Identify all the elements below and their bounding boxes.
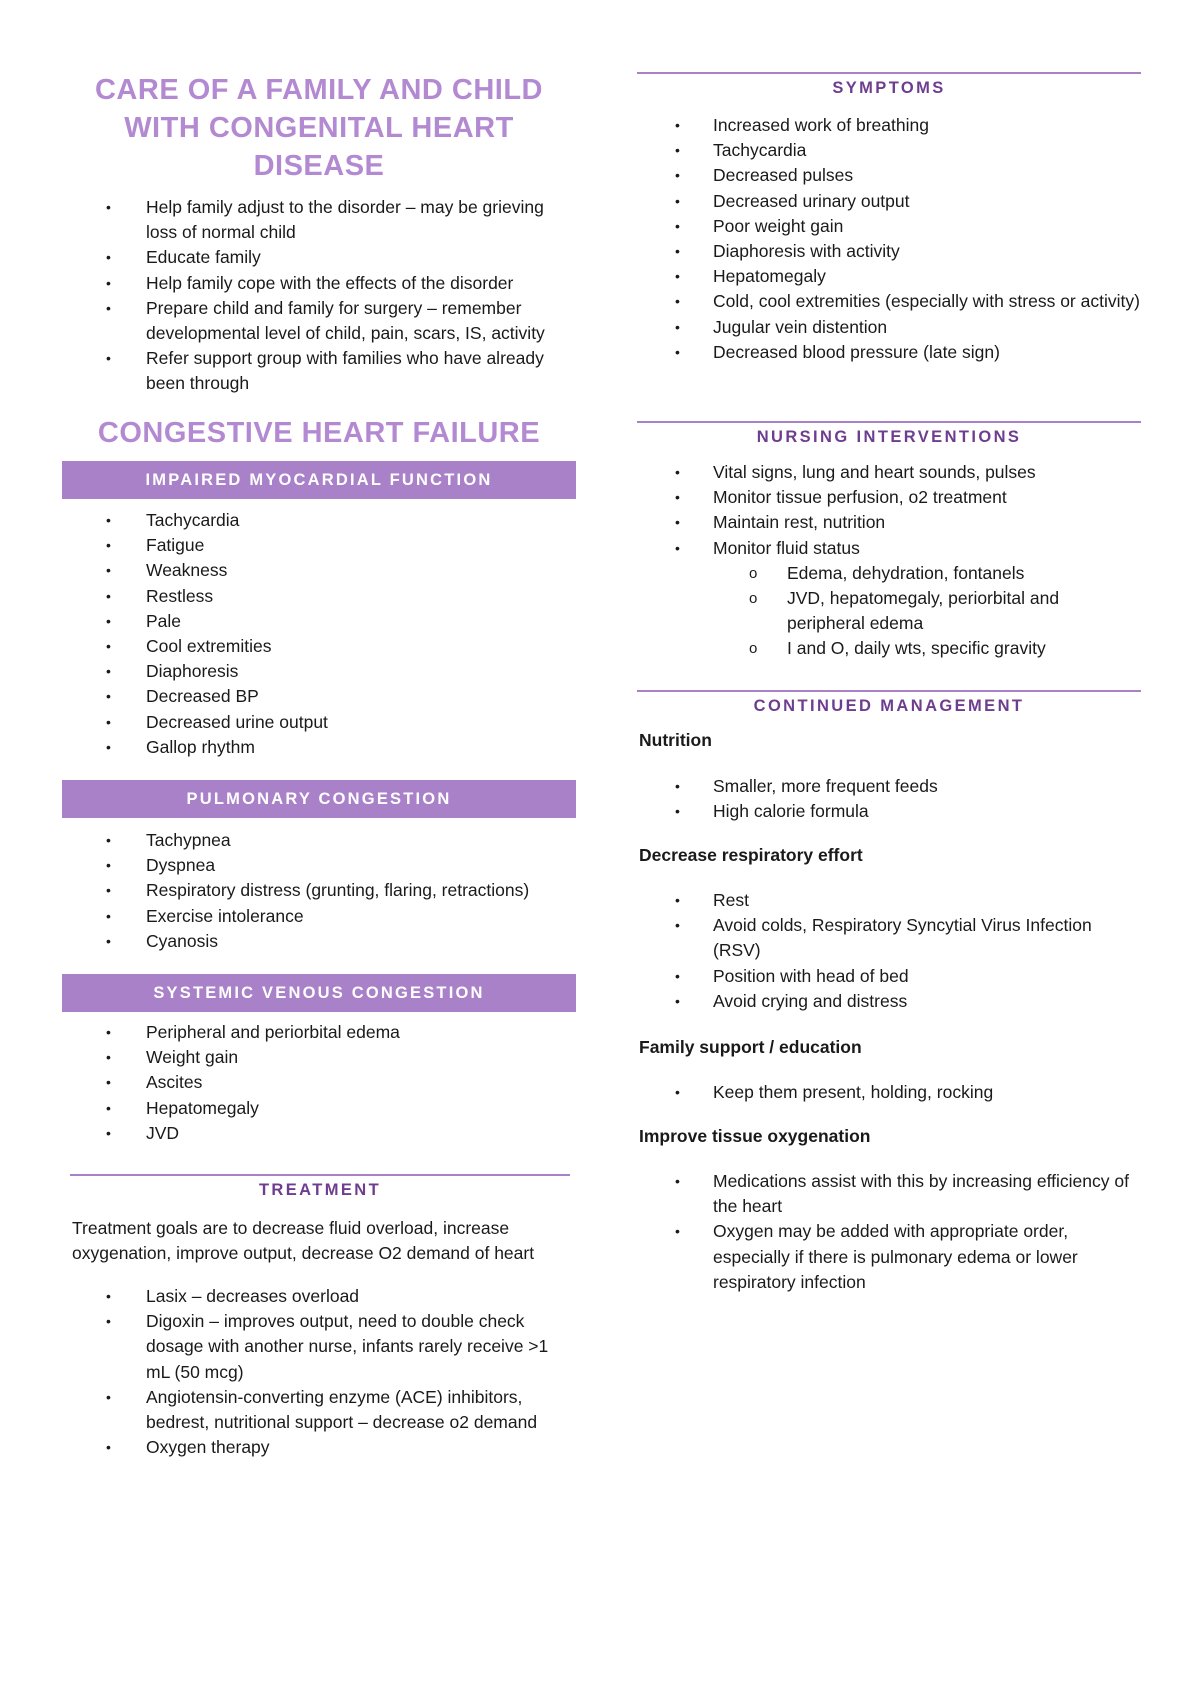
- systemic-list-block: [62, 1020, 576, 1146]
- list-item: • Monitor tissue perfusion, o2 treatment: [637, 485, 1141, 510]
- treatment-list-block: [62, 1284, 576, 1460]
- interventions-list: [637, 460, 1141, 561]
- list-item: • Refer support group with families who have already been through: [62, 346, 576, 396]
- list-item: • Tachycardia: [62, 508, 576, 533]
- subheading-respiratory: Decrease respiratory effort: [639, 845, 863, 865]
- list-item: • Hepatomegaly: [637, 264, 1141, 289]
- section-title-chf: CONGESTIVE HEART FAILURE: [97, 417, 541, 449]
- heading-symptoms: SYMPTOMS: [637, 72, 1141, 98]
- list-item: • Hepatomegaly: [62, 1096, 576, 1121]
- list-item: • Decreased urine output: [62, 710, 576, 735]
- list-item: • Avoid crying and distress: [637, 989, 1141, 1014]
- list-item: • Decreased urinary output: [637, 189, 1141, 214]
- subheading-family-support: Family support / education: [639, 1037, 862, 1057]
- list-item: • Restless: [62, 584, 576, 609]
- heading-impaired-myocardial: IMPAIRED MYOCARDIAL FUNCTION: [62, 461, 576, 499]
- symptoms-list-block: [637, 113, 1141, 365]
- list-item: • Pale: [62, 609, 576, 634]
- list-item: • Avoid colds, Respiratory Syncytial Virus Infection (RSV): [637, 913, 1141, 963]
- list-item: • Exercise intolerance: [62, 904, 576, 929]
- list-item: • Diaphoresis: [62, 659, 576, 684]
- heading-nursing-interventions: NURSING INTERVENTIONS: [637, 421, 1141, 447]
- symptoms-list: [637, 113, 1141, 365]
- list-item: • Respiratory distress (grunting, flaring, retractions): [62, 878, 576, 903]
- list-item: • Jugular vein distention: [637, 315, 1141, 340]
- list-item: • Tachypnea: [62, 828, 576, 853]
- heading-treatment: TREATMENT: [70, 1174, 570, 1200]
- list-item: • Increased work of breathing: [637, 113, 1141, 138]
- family-list-block: [637, 1080, 1141, 1105]
- pulmonary-list: [62, 828, 576, 954]
- oxygenation-list-block: [637, 1169, 1141, 1295]
- pulmonary-list-block: [62, 828, 576, 954]
- list-item: • Oxygen may be added with appropriate order, especially if there is pulmonary edema or lower respiratory infection: [637, 1219, 1141, 1295]
- list-item: • Weakness: [62, 558, 576, 583]
- list-item: • Digoxin – improves output, need to double check dosage with another nurse, infants rarely receive >1 mL (50 mcg): [62, 1309, 576, 1385]
- treatment-list: [62, 1284, 576, 1460]
- list-item: • Cool extremities: [62, 634, 576, 659]
- list-item: • Help family cope with the effects of the disorder: [62, 271, 576, 296]
- list-item: • Rest: [637, 888, 1141, 913]
- interventions-list-block: [637, 460, 1141, 662]
- family-list: [637, 1080, 1141, 1105]
- list-item: • Smaller, more frequent feeds: [637, 774, 1141, 799]
- respiratory-list-block: [637, 888, 1141, 1014]
- list-item: • Poor weight gain: [637, 214, 1141, 239]
- sub-list-item: o Edema, dehydration, fontanels: [637, 561, 1141, 586]
- subheading-nutrition: Nutrition: [639, 730, 712, 750]
- list-item: • JVD: [62, 1121, 576, 1146]
- list-item: • Cyanosis: [62, 929, 576, 954]
- list-item: • Peripheral and periorbital edema: [62, 1020, 576, 1045]
- list-item: • Monitor fluid status: [637, 536, 1141, 561]
- oxygenation-list: [637, 1169, 1141, 1295]
- list-item: • Maintain rest, nutrition: [637, 510, 1141, 535]
- nutrition-list: [637, 774, 1141, 824]
- impaired-list-block: [62, 508, 576, 760]
- list-item: • Weight gain: [62, 1045, 576, 1070]
- nutrition-list-block: [637, 774, 1141, 824]
- list-item: • Medications assist with this by increasing efficiency of the heart: [637, 1169, 1141, 1219]
- list-item: • Tachycardia: [637, 138, 1141, 163]
- subheading-oxygenation: Improve tissue oxygenation: [639, 1126, 871, 1146]
- list-item: • Prepare child and family for surgery – remember developmental level of child, pain, scars, IS, activity: [62, 296, 576, 346]
- list-item: • Decreased blood pressure (late sign): [637, 340, 1141, 365]
- treatment-intro: Treatment goals are to decrease fluid overload, increase oxygenation, improve output, decrease O2 demand of heart: [72, 1218, 535, 1264]
- list-item: • Dyspnea: [62, 853, 576, 878]
- sub-list-item: o JVD, hepatomegaly, periorbital and peripheral edema: [637, 586, 1141, 636]
- list-item: • Diaphoresis with activity: [637, 239, 1141, 264]
- list-item: • Ascites: [62, 1070, 576, 1095]
- list-item: • Educate family: [62, 245, 576, 270]
- list-item: • Keep them present, holding, rocking: [637, 1080, 1141, 1105]
- list-item: • Oxygen therapy: [62, 1435, 576, 1460]
- heading-systemic-venous: SYSTEMIC VENOUS CONGESTION: [62, 974, 576, 1012]
- systemic-list: [62, 1020, 576, 1146]
- heading-continued-management: CONTINUED MANAGEMENT: [637, 690, 1141, 716]
- list-item: • Decreased BP: [62, 684, 576, 709]
- list-item: • Cold, cool extremities (especially with stress or activity): [637, 289, 1141, 314]
- list-item: • Position with head of bed: [637, 964, 1141, 989]
- fluid-status-sublist: [637, 561, 1141, 662]
- list-item: • Lasix – decreases overload: [62, 1284, 576, 1309]
- list-item: • Angiotensin-converting enzyme (ACE) inhibitors, bedrest, nutritional support – decrease o2 demand: [62, 1385, 576, 1435]
- list-item: • Decreased pulses: [637, 163, 1141, 188]
- care-list-block: [62, 195, 576, 397]
- sub-list-item: o I and O, daily wts, specific gravity: [637, 636, 1141, 661]
- list-item: • High calorie formula: [637, 799, 1141, 824]
- respiratory-list: [637, 888, 1141, 1014]
- list-item: • Vital signs, lung and heart sounds, pulses: [637, 460, 1141, 485]
- impaired-list: [62, 508, 576, 760]
- heading-pulmonary-congestion: PULMONARY CONGESTION: [62, 780, 576, 818]
- list-item: • Help family adjust to the disorder – may be grieving loss of normal child: [62, 195, 576, 245]
- page-title: CARE OF A FAMILY AND CHILD WITH CONGENITAL HEART DISEASE: [94, 74, 543, 182]
- care-list: [62, 195, 576, 397]
- list-item: • Gallop rhythm: [62, 735, 576, 760]
- list-item: • Fatigue: [62, 533, 576, 558]
